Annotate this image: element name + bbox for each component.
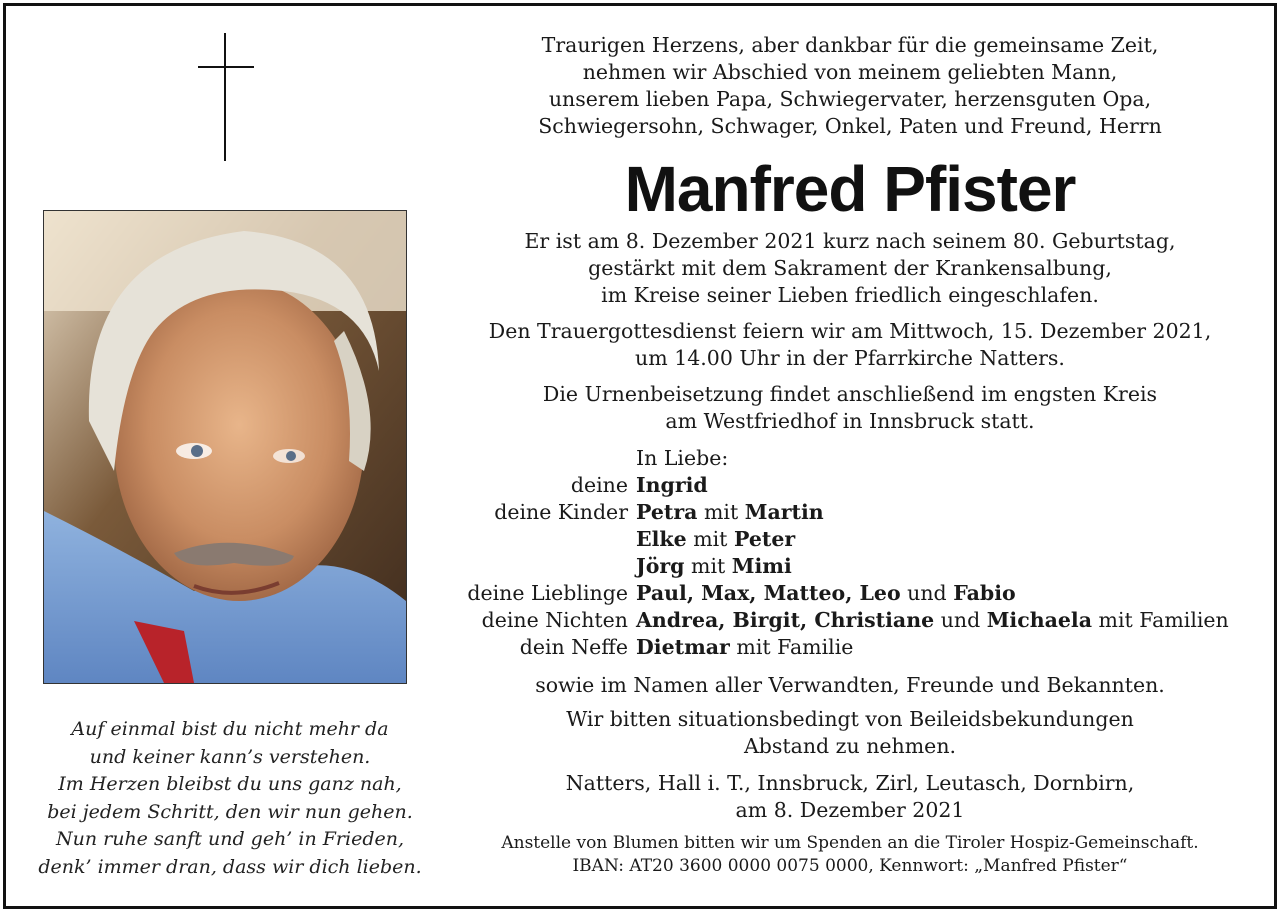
family-members <box>636 580 1016 607</box>
poem-line: Im Herzen bleibst du uns ganz nah, <box>58 773 402 795</box>
memorial-poem <box>30 716 430 881</box>
burial-line: Die Urnenbeisetzung findet anschließend im engsten Kreis <box>542 382 1158 406</box>
poem-line: Nun ruhe sanft und geh’ in Frieden, <box>55 828 405 850</box>
family-member-name: Andrea, Birgit, Christiane <box>636 608 935 632</box>
burial-line: am Westfriedhof in Innsbruck statt. <box>665 409 1035 433</box>
donation-line: Anstelle von Blumen bitten wir um Spenden an die Tiroler Hospiz-Gemeinschaft. <box>501 833 1199 853</box>
family-member-name: Elke <box>636 527 687 551</box>
family-connector: mit <box>686 527 734 551</box>
family-connector: mit Familien <box>1092 608 1229 632</box>
date-line: am 8. Dezember 2021 <box>735 798 965 822</box>
deceased-name: Manfred Pfister <box>624 153 1076 225</box>
family-connector: mit <box>697 500 745 524</box>
family-member-name: Paul, Max, Matteo, Leo <box>636 581 901 605</box>
places-line: Natters, Hall i. T., Innsbruck, Zirl, Leutasch, Dornbirn, <box>565 771 1135 795</box>
poem-line: Auf einmal bist du nicht mehr da <box>71 718 389 740</box>
burial-info <box>440 381 1260 435</box>
family-member-name: Peter <box>733 527 796 551</box>
family-member-name: Dietmar <box>636 635 730 659</box>
service-info <box>440 318 1260 372</box>
family-connector: mit Familie <box>729 635 854 659</box>
family-member-name: Jörg <box>636 554 685 578</box>
family-member-name: Fabio <box>953 581 1016 605</box>
family-members <box>636 526 795 553</box>
relatives-text: sowie im Namen aller Verwandten, Freunde und Bekannten. <box>535 673 1165 697</box>
portrait-photo <box>43 210 407 684</box>
family-heading: In Liebe: <box>636 446 729 470</box>
family-members <box>636 553 792 580</box>
service-line: Den Trauergottesdienst feiern wir am Mittwoch, 15. Dezember 2021, <box>488 319 1212 343</box>
service-line: um 14.00 Uhr in der Pfarrkirche Natters. <box>635 346 1065 370</box>
family-connector: mit <box>684 554 732 578</box>
family-member-name: Mimi <box>731 554 792 578</box>
intro-text <box>440 32 1260 140</box>
family-row <box>440 634 1260 661</box>
death-notice-line: im Kreise seiner Lieben friedlich eingeschlafen. <box>601 283 1099 307</box>
family-relation-label: dein Neffe <box>519 635 628 659</box>
condolence-line: Wir bitten situationsbedingt von Beileidsbekundungen <box>566 707 1134 731</box>
condolence-request <box>440 706 1260 760</box>
family-connector: und <box>900 581 954 605</box>
family-relation-label: deine Kinder <box>494 500 628 524</box>
intro-line: Schwiegersohn, Schwager, Onkel, Paten und Freund, Herrn <box>538 114 1162 138</box>
condolence-line: Abstand zu nehmen. <box>743 734 957 758</box>
family-row <box>440 607 1260 634</box>
poem-line: bei jedem Schritt, den wir nun gehen. <box>47 800 413 823</box>
family-member-name: Petra <box>636 500 698 524</box>
family-connector: und <box>934 608 987 632</box>
family-members <box>636 472 708 499</box>
poem-line: denk’ immer dran, dass wir dich lieben. <box>38 855 422 878</box>
places-date <box>440 770 1260 824</box>
family-row <box>440 526 1260 553</box>
death-notice-line: Er ist am 8. Dezember 2021 kurz nach seinem 80. Geburtstag, <box>524 229 1176 253</box>
cross-icon <box>198 33 254 161</box>
intro-line: unserem lieben Papa, Schwiegervater, herzensguten Opa, <box>548 87 1152 111</box>
family-members <box>636 607 1229 634</box>
family-row <box>440 553 1260 580</box>
family-row <box>440 499 1260 526</box>
intro-line: nehmen wir Abschied von meinem geliebten Mann, <box>582 60 1118 84</box>
family-members <box>636 634 853 661</box>
death-notice-line: gestärkt mit dem Sakrament der Krankensalbung, <box>588 256 1112 280</box>
family-row <box>440 472 1260 499</box>
family-member-name: Michaela <box>986 608 1092 632</box>
relatives-line <box>440 672 1260 699</box>
family-row <box>440 580 1260 607</box>
family-member-name: Martin <box>744 500 824 524</box>
iban-line: IBAN: AT20 3600 0000 0075 0000, Kennwort: „Manfred Pfister“ <box>572 856 1128 876</box>
donation-info <box>440 832 1260 878</box>
family-relation-label: deine <box>570 473 628 497</box>
family-relation-label: deine Nichten <box>481 608 628 632</box>
family-members <box>636 499 824 526</box>
family-relation-label: deine Lieblinge <box>467 581 628 605</box>
death-notice <box>440 228 1260 309</box>
family-member-name: Ingrid <box>636 473 708 497</box>
poem-line: und keiner kann’s verstehen. <box>89 745 371 768</box>
intro-line: Traurigen Herzens, aber dankbar für die gemeinsame Zeit, <box>541 33 1159 57</box>
